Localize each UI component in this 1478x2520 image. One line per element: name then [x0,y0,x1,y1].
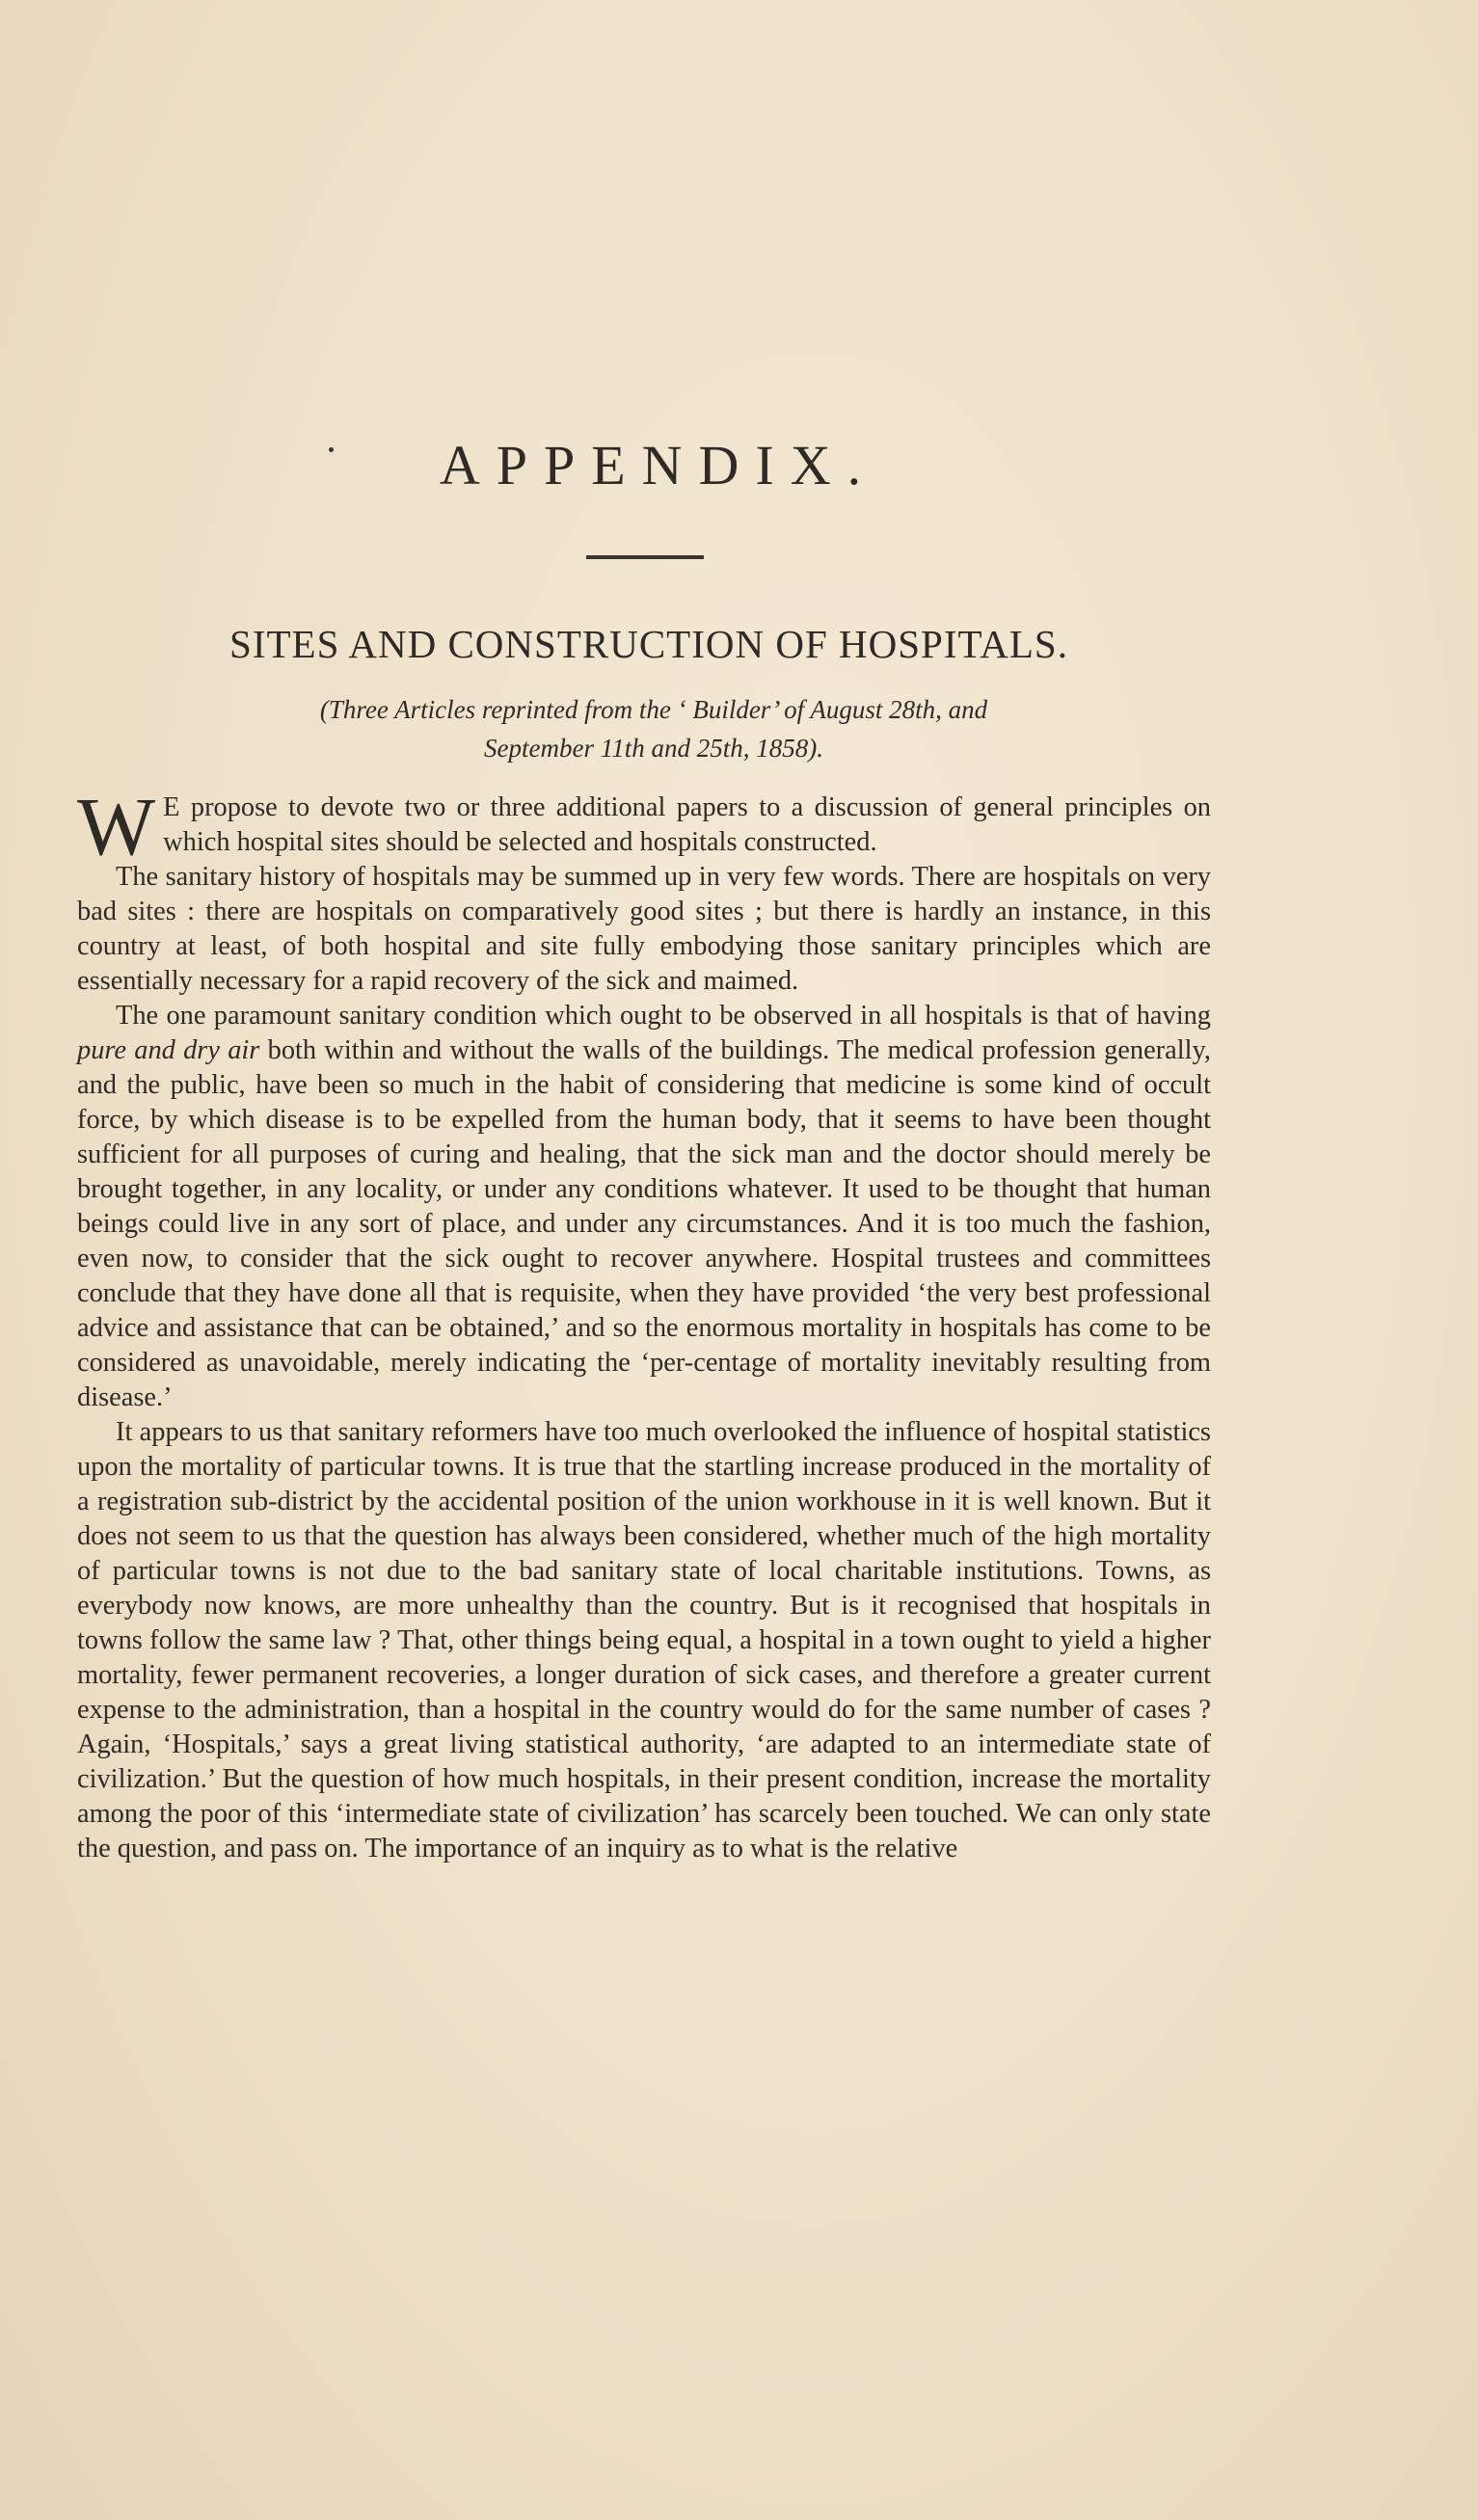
title-rule [586,555,704,559]
paragraph-1-text: E propose to devote two or three additional papers to a discussion of general principles on which hospital sites should be selected and hospitals constructed. [163,792,1211,857]
paragraph-4: It appears to us that sanitary reformers have too much overlooked the influence of hospital statistics upon the mortality of particular towns. It is true that the startling increase produced in the mortality of a registration sub-district by the accidental position of the union workhouse in it is well known. But it does not seem to us that the question has always been considered, whether much of the high mortality of particular towns is not due to the bad sanitary state of local charitable institutions. Towns, as everybody now knows, are more unhealthy than the country. But is it recognised that hospitals in towns follow the same law ? That, other things being equal, a hospital in a town ought to yield a higher mortality, fewer permanent recoveries, a longer duration of sick cases, and therefore a greater current expense to the administration, than a hospital in the country would do for the same number of cases ? Again, ‘Hospitals,’ says a great living statistical authority, ‘are adapted to an intermediate state of civilization.’ But the question of how much hospitals, in their present condition, increase the mortality among the poor of this ‘intermediate state of civilization’ has scarcely been touched. We can only state the question, and pass on. The importance of an inquiry as to what is the relative [77,1417,1211,1863]
body-text [77,780,1211,1866]
appendix-title: APPENDIX. [439,434,878,496]
paragraph-3 [77,999,1211,1415]
paragraph-3-italic: pure and dry air [77,1035,260,1065]
section-title: SITES AND CONSTRUCTION OF HOSPITALS. [229,622,1068,666]
reprint-note-line-2: September 11th and 25th, 1858). [484,734,823,763]
paragraph-3-text-start: The one paramount sanitary condition which ought to be observed in all hospitals is that of having [116,1001,1211,1031]
paragraph-1 [77,780,1211,872]
reprint-note-line-1: (Three Articles reprinted from the ‘ Builder’ of August 28th, and [319,695,988,724]
book-page [77,0,1211,2520]
paragraph-3-text-end: both within and without the walls of the buildings. The medical profession generally, and the public, have been so much in the habit of considering that medicine is some kind of occult force, by which disease is to be expelled from the human body, that it seems to have been thought sufficient for all purposes of curing and healing, that the sick man and the doctor should merely be brought together, in any locality, or under any conditions whatever. It used to be thought that human beings could live in any sort of place, and under any circumstances. And it is too much the fashion, even now, to consider that the sick ought to recover anywhere. Hospital trustees and committees conclude that they have done all that is requisite, when they have provided ‘the very best professional advice and assistance that can be obtained,’ and so the enormous mortality in hospitals has come to be considered as unavoidable, merely indicating the ‘per-centage of mortality inevitably resulting from disease.’ [77,1035,1211,1412]
paragraph-2: The sanitary history of hospitals may be summed up in very few words. There are hospitals on very bad sites : there are hospitals on comparatively good sites ; but there is hardly an instance, in this country at least, of both hospital and site fully embodying those sanitary principles which are essentially necessary for a rapid recovery of the sick and maimed. [77,862,1211,996]
drop-cap: W [77,780,156,872]
reprint-note [77,690,1211,767]
